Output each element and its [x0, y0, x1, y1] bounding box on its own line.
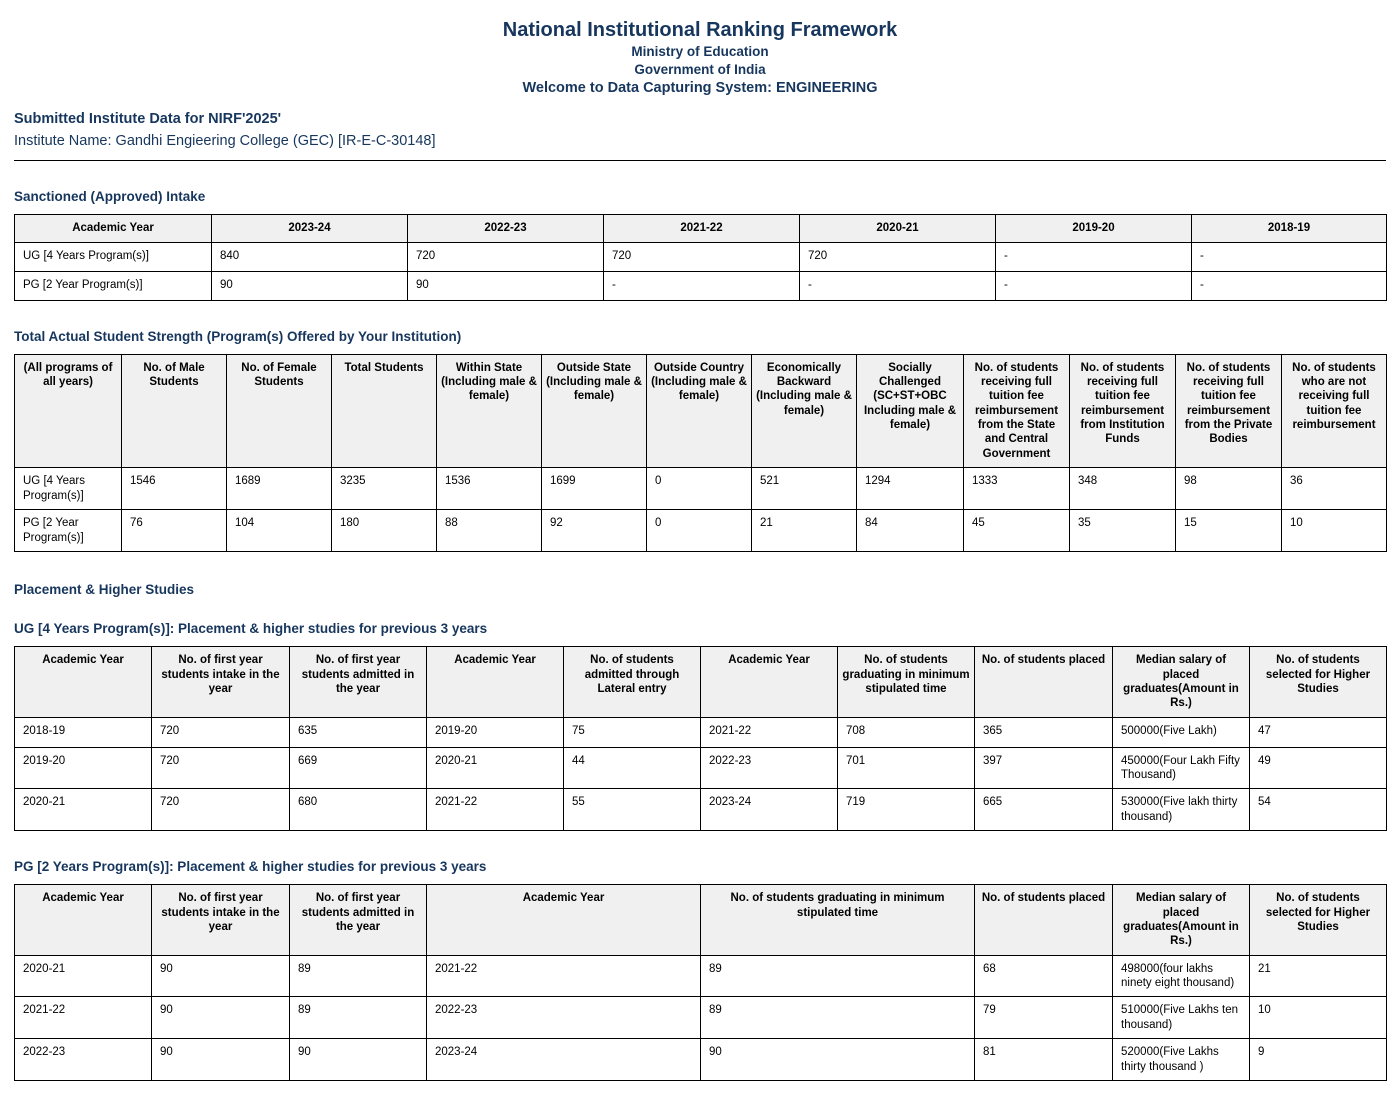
header-row	[15, 647, 1387, 718]
column-header: Outside Country (Including male & female)	[647, 354, 752, 468]
table-cell: 89	[290, 955, 427, 997]
table-cell: -	[996, 271, 1192, 300]
table-cell: 9	[1250, 1039, 1387, 1081]
table-cell: 0	[647, 510, 752, 552]
table-cell: 2021-22	[427, 789, 564, 831]
column-header: No. of students selected for Higher Studies	[1250, 885, 1387, 956]
table-cell: 55	[564, 789, 701, 831]
column-header: No. of first year students intake in the year	[152, 885, 290, 956]
column-header: 2019-20	[996, 214, 1192, 242]
table-cell: 500000(Five Lakh)	[1113, 717, 1250, 747]
table-cell: 2023-24	[701, 789, 838, 831]
column-header: No. of first year students admitted in the year	[290, 885, 427, 956]
table-cell: 180	[332, 510, 437, 552]
column-header: No. of students admitted through Lateral entry	[564, 647, 701, 718]
column-header: No. of students graduating in minimum stipulated time	[701, 885, 975, 956]
column-header: Academic Year	[15, 647, 152, 718]
table-cell: 2020-21	[15, 789, 152, 831]
table-row	[15, 955, 1387, 997]
table-cell: 720	[604, 242, 800, 271]
column-header: (All programs of all years)	[15, 354, 122, 468]
table-cell: 635	[290, 717, 427, 747]
table-cell: 1294	[857, 468, 964, 510]
table-cell: 665	[975, 789, 1113, 831]
table-cell: 2022-23	[427, 997, 701, 1039]
table-cell: 75	[564, 717, 701, 747]
column-header: 2022-23	[408, 214, 604, 242]
column-header: Academic Year	[701, 647, 838, 718]
table-cell: 79	[975, 997, 1113, 1039]
table-row	[15, 510, 1387, 552]
column-header: Academic Year	[427, 885, 701, 956]
table-cell: 510000(Five Lakhs ten thousand)	[1113, 997, 1250, 1039]
table-cell: 840	[212, 242, 408, 271]
table-cell: 365	[975, 717, 1113, 747]
table-cell: 530000(Five lakh thirty thousand)	[1113, 789, 1250, 831]
table-cell: -	[800, 271, 996, 300]
banner-title: National Institutional Ranking Framework	[502, 19, 898, 41]
column-header: Median salary of placed graduates(Amount in Rs.)	[1113, 885, 1250, 956]
column-header: No. of first year students admitted in the year	[290, 647, 427, 718]
table-cell: 10	[1282, 510, 1387, 552]
table-cell: 92	[542, 510, 647, 552]
table-cell: 2021-22	[15, 997, 152, 1039]
table-cell: 90	[152, 1039, 290, 1081]
table-cell: 3235	[332, 468, 437, 510]
table-cell: PG [2 Year Program(s)]	[15, 510, 122, 552]
column-header: No. of students placed	[975, 885, 1113, 956]
table-cell: -	[996, 242, 1192, 271]
divider-rule	[14, 160, 1386, 161]
table-cell: 521	[752, 468, 857, 510]
table-cell: 76	[122, 510, 227, 552]
table-row	[15, 1039, 1387, 1081]
table-row	[15, 789, 1387, 831]
column-header: No. of students receiving full tuition fee reimbursement from Institution Funds	[1070, 354, 1176, 468]
table-cell: UG [4 Years Program(s)]	[15, 468, 122, 510]
table-cell: 720	[152, 789, 290, 831]
column-header: Socially Challenged (SC+ST+OBC Including male & female)	[857, 354, 964, 468]
table-cell: 54	[1250, 789, 1387, 831]
table-cell: 90	[152, 955, 290, 997]
table-cell: 498000(four lakhs ninety eight thousand)	[1113, 955, 1250, 997]
table-cell: 47	[1250, 717, 1387, 747]
table-row	[15, 747, 1387, 789]
table-cell: -	[1192, 242, 1387, 271]
column-header: No. of Female Students	[227, 354, 332, 468]
table-cell: UG [4 Years Program(s)]	[15, 242, 212, 271]
header-row	[15, 885, 1387, 956]
table-cell: 15	[1176, 510, 1282, 552]
table-cell: 2018-19	[15, 717, 152, 747]
table-cell: 2020-21	[15, 955, 152, 997]
column-header: No. of students graduating in minimum stipulated time	[838, 647, 975, 718]
table-cell: 1546	[122, 468, 227, 510]
table-cell: 84	[857, 510, 964, 552]
table-cell: 2019-20	[427, 717, 564, 747]
column-header: 2023-24	[212, 214, 408, 242]
table-cell: 1333	[964, 468, 1070, 510]
table-cell: 10	[1250, 997, 1387, 1039]
table-cell: 2020-21	[427, 747, 564, 789]
table-cell: 520000(Five Lakhs thirty thousand )	[1113, 1039, 1250, 1081]
table-cell: 720	[408, 242, 604, 271]
column-header: No. of students who are not receiving full tuition fee reimbursement	[1282, 354, 1387, 468]
table-cell: 104	[227, 510, 332, 552]
pg-placement-heading: PG [2 Years Program(s)]: Placement & higher studies for previous 3 years	[14, 859, 487, 875]
table-row	[15, 717, 1387, 747]
table-cell: 90	[408, 271, 604, 300]
table-cell: 45	[964, 510, 1070, 552]
header-row	[15, 354, 1387, 468]
table-cell: 98	[1176, 468, 1282, 510]
table-row	[15, 468, 1387, 510]
table-cell: 88	[437, 510, 542, 552]
table-cell: 90	[212, 271, 408, 300]
column-header: Academic Year	[15, 214, 212, 242]
table-cell: 68	[975, 955, 1113, 997]
table-cell: 49	[1250, 747, 1387, 789]
table-cell: 2022-23	[701, 747, 838, 789]
column-header: Economically Backward (Including male & female)	[752, 354, 857, 468]
table-cell: 2023-24	[427, 1039, 701, 1081]
table-cell: 720	[152, 747, 290, 789]
institute-block	[14, 109, 1386, 153]
table-cell: 89	[701, 997, 975, 1039]
column-header: No. of Male Students	[122, 354, 227, 468]
table-cell: 719	[838, 789, 975, 831]
table-cell: 720	[800, 242, 996, 271]
table-cell: 89	[290, 997, 427, 1039]
banner-subtitle-ministry: Ministry of Education	[631, 44, 769, 59]
table-cell: 2022-23	[15, 1039, 152, 1081]
column-header: Outside State (Including male & female)	[542, 354, 647, 468]
column-header: No. of students placed	[975, 647, 1113, 718]
table-row	[15, 997, 1387, 1039]
table-cell: PG [2 Year Program(s)]	[15, 271, 212, 300]
institute-name: Institute Name: Gandhi Engieering College (GEC) [IR-E-C-30148]	[14, 132, 436, 149]
table-cell: 669	[290, 747, 427, 789]
table-cell: 450000(Four Lakh Fifty Thousand)	[1113, 747, 1250, 789]
banner-subtitle-welcome: Welcome to Data Capturing System: ENGINEERING	[522, 80, 878, 97]
table-cell: 1699	[542, 468, 647, 510]
submitted-data-label: Submitted Institute Data for NIRF'2025'	[14, 111, 282, 127]
column-header: Academic Year	[15, 885, 152, 956]
pg-placement-table	[14, 884, 1387, 1081]
table-cell: 397	[975, 747, 1113, 789]
table-cell: 348	[1070, 468, 1176, 510]
table-cell: 81	[975, 1039, 1113, 1081]
table-row	[15, 242, 1387, 271]
table-cell: -	[1192, 271, 1387, 300]
column-header: No. of students receiving full tuition fee reimbursement from the State and Central Government	[964, 354, 1070, 468]
table-cell: 2019-20	[15, 747, 152, 789]
table-cell: 35	[1070, 510, 1176, 552]
column-header: 2021-22	[604, 214, 800, 242]
table-cell: 44	[564, 747, 701, 789]
student-strength-heading: Total Actual Student Strength (Program(s) Offered by Your Institution)	[14, 328, 462, 344]
column-header: 2020-21	[800, 214, 996, 242]
table-cell: 21	[752, 510, 857, 552]
table-cell: 680	[290, 789, 427, 831]
column-header: No. of students selected for Higher Studies	[1250, 647, 1387, 718]
table-cell: 2021-22	[701, 717, 838, 747]
table-row	[15, 271, 1387, 300]
table-cell: -	[604, 271, 800, 300]
table-cell: 720	[152, 717, 290, 747]
table-cell: 21	[1250, 955, 1387, 997]
column-header: Total Students	[332, 354, 437, 468]
header-row	[15, 214, 1387, 242]
banner-subtitle-government: Government of India	[634, 62, 766, 78]
table-cell: 1536	[437, 468, 542, 510]
table-cell: 89	[701, 955, 975, 997]
sanctioned-intake-heading: Sanctioned (Approved) Intake	[14, 188, 206, 204]
ug-placement-table	[14, 646, 1387, 831]
table-cell: 0	[647, 468, 752, 510]
column-header: 2018-19	[1192, 214, 1387, 242]
column-header: Academic Year	[427, 647, 564, 718]
placement-section-heading: Placement & Higher Studies	[14, 582, 195, 598]
column-header: Median salary of placed graduates(Amount in Rs.)	[1113, 647, 1250, 718]
table-cell: 90	[290, 1039, 427, 1081]
table-cell: 708	[838, 717, 975, 747]
table-cell: 1689	[227, 468, 332, 510]
page-banner	[14, 18, 1386, 99]
table-cell: 36	[1282, 468, 1387, 510]
table-cell: 90	[152, 997, 290, 1039]
column-header: No. of students receiving full tuition fee reimbursement from the Private Bodies	[1176, 354, 1282, 468]
sanctioned-intake-table	[14, 214, 1387, 301]
column-header: Within State (Including male & female)	[437, 354, 542, 468]
ug-placement-heading: UG [4 Years Program(s)]: Placement & higher studies for previous 3 years	[14, 621, 488, 637]
table-cell: 701	[838, 747, 975, 789]
table-cell: 2021-22	[427, 955, 701, 997]
student-strength-table	[14, 354, 1387, 553]
column-header: No. of first year students intake in the year	[152, 647, 290, 718]
table-cell: 90	[701, 1039, 975, 1081]
